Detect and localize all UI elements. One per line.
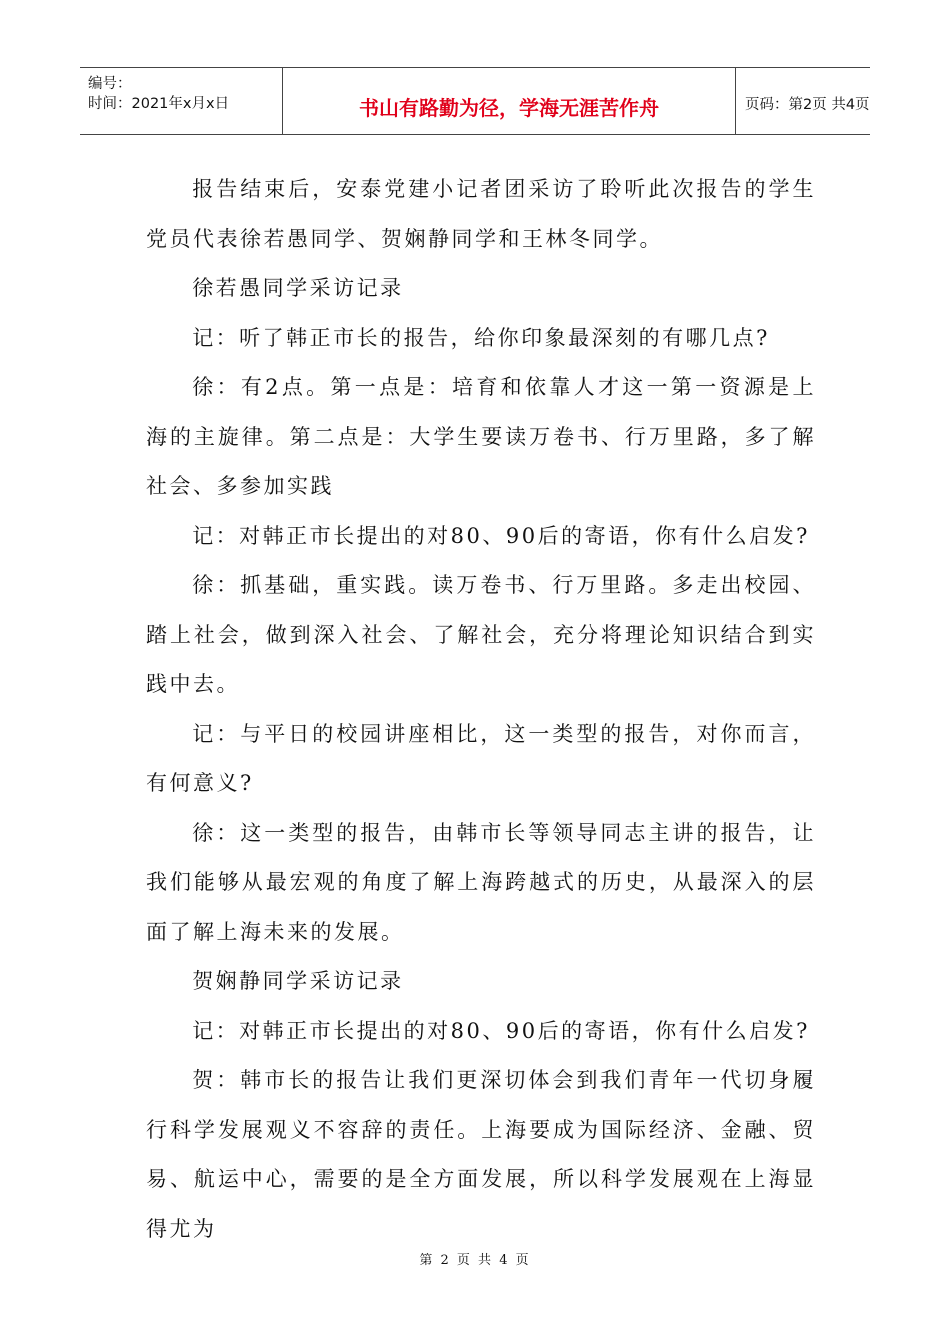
document-code-label: 编号： bbox=[88, 76, 132, 92]
paragraph-question: 记：听了韩正市长的报告，给你印象最深刻的有哪几点? bbox=[192, 325, 770, 350]
header-left-cell bbox=[80, 68, 283, 134]
header-middle-cell bbox=[283, 68, 736, 134]
paragraph-answer: 徐：有2点。第一点是：培育和依靠人才这一第一资源是上海的主旋律。第二点是：大学生要读万卷书、行万里路，多了解社会、多参加实践 bbox=[146, 375, 816, 498]
document-body bbox=[146, 165, 816, 1254]
page-header bbox=[80, 67, 870, 135]
section-heading-xu: 徐若愚同学采访记录 bbox=[192, 276, 404, 300]
document-date-label: 时间：2021年x月x日 bbox=[88, 96, 230, 112]
paragraph-question: 记：对韩正市长提出的对80、90后的寄语，你有什么启发? bbox=[192, 523, 810, 548]
header-motto: 书山有路勤为径，学海无涯苦作舟 bbox=[359, 96, 659, 120]
page-footer: 第 2 页 共 4 页 bbox=[419, 1253, 531, 1268]
paragraph-question: 记：对韩正市长提出的对80、90后的寄语，你有什么启发? bbox=[192, 1018, 810, 1043]
paragraph-intro: 报告结束后，安泰党建小记者团采访了聆听此次报告的学生党员代表徐若愚同学、贺娴静同学和王林冬同学。 bbox=[146, 177, 816, 251]
paragraph-question: 记：与平日的校园讲座相比，这一类型的报告，对你而言，有何意义? bbox=[146, 721, 816, 795]
paragraph-answer: 徐：抓基础，重实践。读万卷书、行万里路。多走出校园、踏上社会，做到深入社会、了解社会，充分将理论知识结合到实践中去。 bbox=[146, 573, 816, 696]
paragraph-answer: 贺：韩市长的报告让我们更深切体会到我们青年一代切身履行科学发展观义不容辞的责任。上海要成为国际经济、金融、贸易、航运中心，需要的是全方面发展，所以科学发展观在上海显得尤为 bbox=[146, 1068, 816, 1241]
section-heading-he: 贺娴静同学采访记录 bbox=[192, 969, 404, 993]
paragraph-answer: 徐：这一类型的报告，由韩市长等领导同志主讲的报告，让我们能够从最宏观的角度了解上海跨越式的历史，从最深入的层面了解上海未来的发展。 bbox=[146, 820, 816, 944]
header-page-info: 页码：第2页 共4页 bbox=[745, 97, 870, 113]
header-right-cell bbox=[736, 68, 870, 134]
